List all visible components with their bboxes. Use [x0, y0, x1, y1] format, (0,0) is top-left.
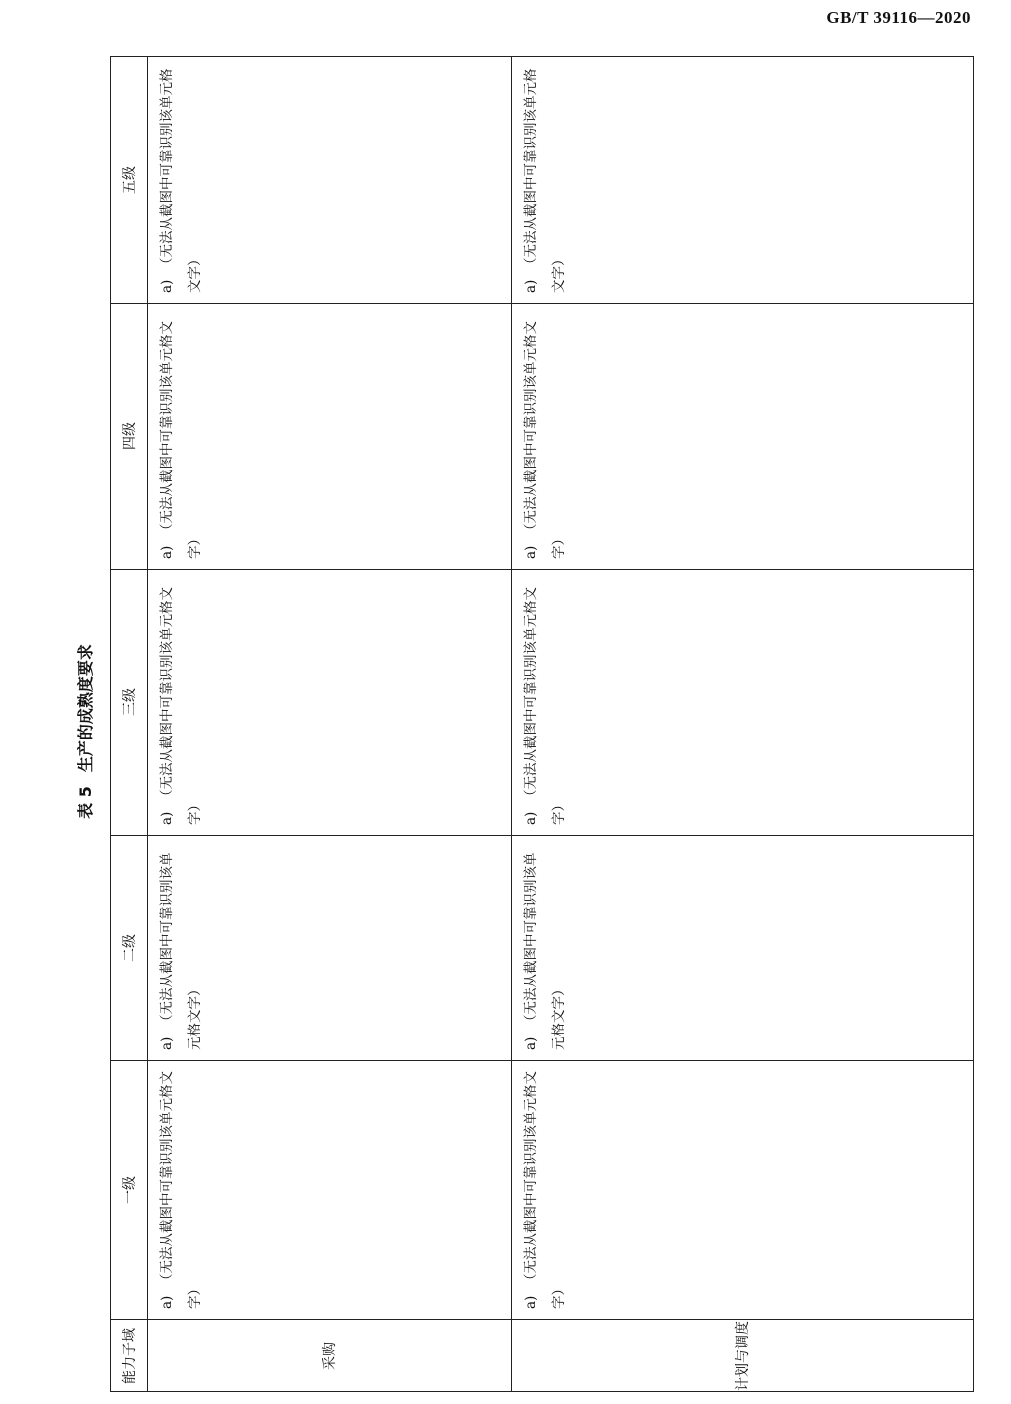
cell-row1-level2: a)（无法从截图中可靠识别该单元格文字） — [159, 852, 203, 1050]
cell-row2-level2: a)（无法从截图中可靠识别该单元格文字） — [523, 852, 567, 1050]
cell-row2-level4: a)（无法从截图中可靠识别该单元格文字） — [523, 321, 567, 559]
header-level-5: 五级 — [122, 166, 138, 194]
header-domain: 能力子域 — [122, 1328, 138, 1384]
cell-row1-level1: a)（无法从截图中可靠识别该单元格文字） — [159, 1071, 203, 1309]
cell-row2-level5: a)（无法从截图中可靠识别该单元格文字） — [523, 68, 567, 293]
domain-label: 计划与调度 — [735, 1321, 751, 1391]
table-number: 表 5 — [75, 785, 95, 819]
document-id: GB/T 39116—2020 — [826, 8, 971, 27]
table-caption — [64, 614, 104, 834]
cell-row1-level5: a)（无法从截图中可靠识别该单元格文字） — [159, 68, 203, 293]
table-title: 生产的成熟度要求 — [75, 643, 95, 772]
header-level-2: 二级 — [122, 933, 138, 962]
header-level-4: 四级 — [122, 422, 138, 450]
cell-row1-level4: a)（无法从截图中可靠识别该单元格文字） — [159, 321, 203, 559]
cell-row1-level3: a)（无法从截图中可靠识别该单元格文字） — [159, 587, 203, 825]
domain-label: 采购 — [322, 1342, 338, 1370]
maturity-table — [110, 56, 974, 1392]
cell-row2-level1: a)（无法从截图中可靠识别该单元格文字） — [523, 1071, 567, 1309]
cell-row2-level3: a)（无法从截图中可靠识别该单元格文字） — [523, 587, 567, 825]
header-level-1: 一级 — [122, 1175, 138, 1204]
header-level-3: 三级 — [122, 688, 138, 716]
